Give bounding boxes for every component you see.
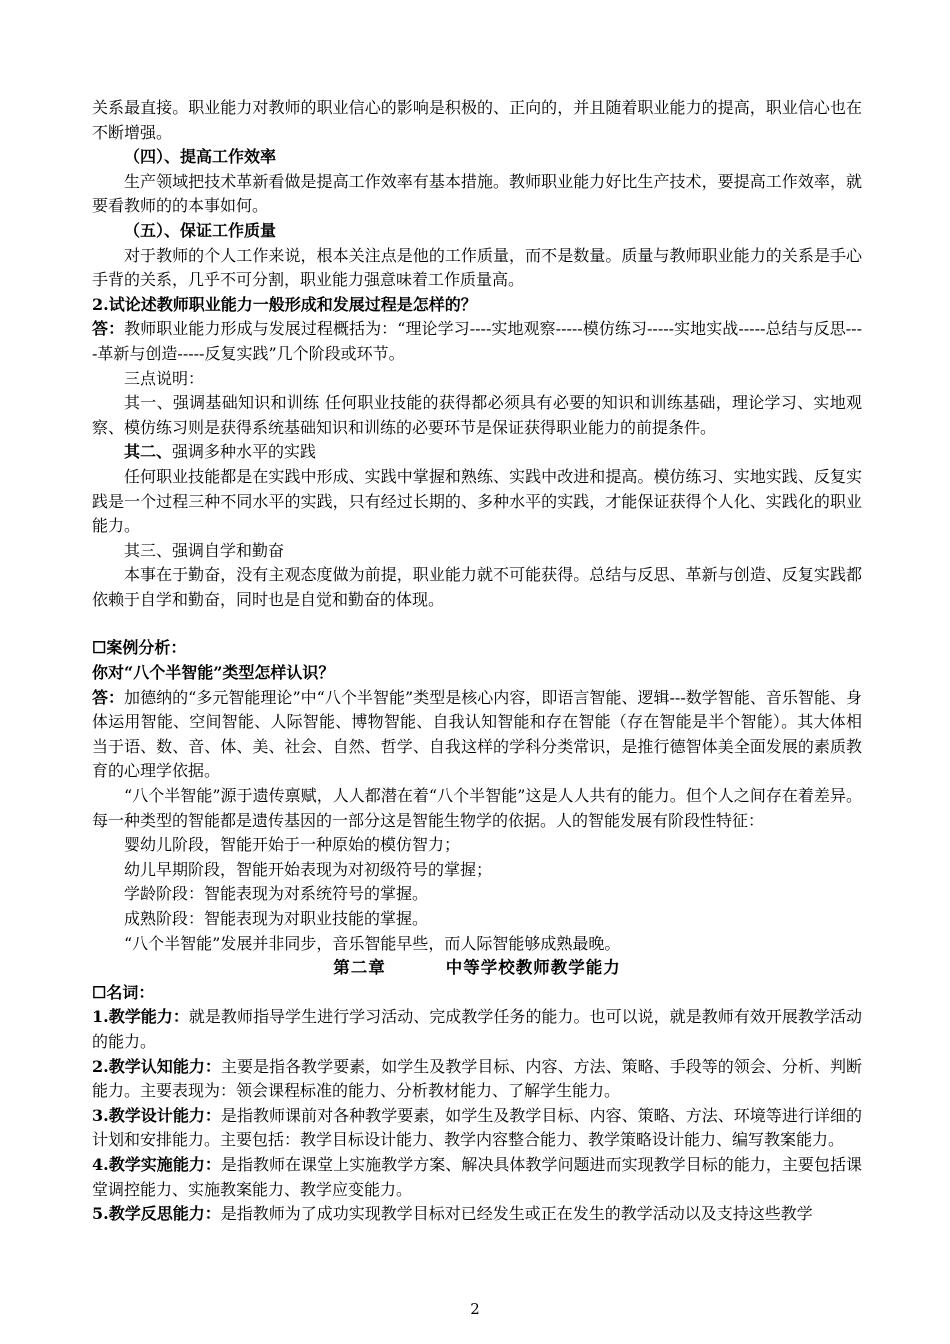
term-definition xyxy=(92,1104,862,1153)
term-label: 1.教学能力： xyxy=(92,1007,189,1027)
point-3-body: 本事在于勤奋，没有主观态度做为前提，职业能力就不可能获得。总结与反思、革新与创造、反复实践都依赖于自学和勤奋，同时也是自觉和勤奋的体现。 xyxy=(92,565,862,609)
term-definition xyxy=(92,1055,862,1104)
term-label: 2.教学认知能力： xyxy=(92,1056,221,1076)
chapter-title: 中等学校教师教学能力 xyxy=(445,958,621,978)
point-2-title: 其二、 xyxy=(124,442,173,462)
three-points-heading: 三点说明： xyxy=(124,368,205,388)
stage-5: “八个半智能”发展并非同步，音乐智能早些，而人际智能够成熟最晚。 xyxy=(124,933,621,953)
chapter-number: 第二章 xyxy=(333,958,386,978)
question-2: 2.试论述教师职业能力一般形成和发展过程是怎样的？ xyxy=(92,294,477,314)
stage-2: 幼儿早期阶段，智能开始表现为对初级符号的掌握； xyxy=(124,859,493,879)
section-heading-4: （四）、提高工作效率 xyxy=(124,147,277,167)
spacer xyxy=(92,612,862,636)
paragraph-efficiency: 生产领域把技术革新看做是提高工作效率有基本措施。教师职业能力好比生产技术，要提高工作效率，就要看教师的的本事如何。 xyxy=(92,171,862,216)
answer-label: 答： xyxy=(92,319,125,339)
chapter-heading xyxy=(92,956,862,981)
term-text: 是指教师在课堂上实施教学方案、解决具体教学问题进而实现教学目标的能力，主要包括课堂调控能力、实施教案能力、教学应变能力。 xyxy=(92,1154,862,1199)
term-label: 3.教学设计能力： xyxy=(92,1105,221,1125)
stage-4: 成熟阶段：智能表现为对职业技能的掌握。 xyxy=(124,909,429,928)
stage-3: 学龄阶段：智能表现为对系统符号的掌握。 xyxy=(124,884,429,904)
document-page xyxy=(92,96,862,1227)
term-definition xyxy=(92,1202,862,1227)
point-2-rest: 强调多种水平的实践 xyxy=(172,442,317,462)
point-2-body: 任何职业技能都是在实践中形成、实践中掌握和熟练、实践中改进和提高。模仿练习、实地实践、反复实践是一个过程三种不同水平的实践，只有经过长期的、多种水平的实践，才能保证获得个人化、实践化的职业能力。 xyxy=(92,466,862,536)
point-3-heading: 其三、强调自学和勤奋 xyxy=(124,540,285,560)
section-heading-5: （五）、保证工作质量 xyxy=(124,220,277,240)
term-text: 是指教师为了成功实现教学目标对已经发生或正在发生的教学活动以及支持这些教学 xyxy=(220,1204,813,1224)
term-definition xyxy=(92,1005,862,1054)
term-definition xyxy=(92,1153,862,1202)
term-label: 4.教学实施能力： xyxy=(92,1154,221,1174)
case-paragraph-2: “八个半智能”源于遗传禀赋，人人都潜在着“八个半智能”这是人人共有的能力。但个人之间存在着差异。每一种类型的智能都是遗传基因的一部分这是智能生物学的依据。人的智能发展有阶段性特征： xyxy=(92,786,862,830)
paragraph-quality: 对于教师的个人工作来说，根本关注点是他的工作质量，而不是数量。质量与教师职业能力的关系是手心手背的关系，几乎不可分割，职业能力强意味着工作质量高。 xyxy=(92,245,862,290)
stage-1: 婴幼儿阶段，智能开始于一种原始的模仿智力； xyxy=(124,835,461,855)
point-1: 其一、强调基础知识和训练 任何职业技能的获得都必须具有必要的知识和训练基础，理论学习、实地观察、模仿练习则是获得系统基础知识和训练的必要环节是保证获得职业能力的前提条件。 xyxy=(92,393,862,437)
paragraph-continuation: 关系最直接。职业能力对教师的职业信心的影响是积极的、正向的，并且随着职业能力的提高，职业信心也在不断增强。 xyxy=(92,98,862,142)
term-label: 5.教学反思能力： xyxy=(92,1204,221,1224)
point-2-heading xyxy=(92,440,862,465)
term-text: 就是教师指导学生进行学习活动、完成教学任务的能力。也可以说，就是教师有效开展教学活动的能力。 xyxy=(92,1007,862,1051)
answer-text: 教师职业能力形成与发展过程概括为：“理论学习----实地观察-----模仿练习-----实地实战-----总结与反思----革新与创造-----反复实践”几个阶段或环节。 xyxy=(92,319,862,363)
case-answer xyxy=(92,686,862,784)
term-text: 是指教师课前对各种教学要素，如学生及教学目标、内容、策略、方法、环境等进行详细的计划和安排能力。主要包括：教学目标设计能力、教学内容整合能力、教学策略设计能力、编写教案能力。 xyxy=(92,1105,862,1150)
case-analysis-heading: ☐案例分析： xyxy=(92,638,187,658)
case-answer-text: 加德纳的“多元智能理论”中“八个半智能”类型是核心内容，即语言智能、逻辑---数学智能、音乐智能、身体运用智能、空间智能、人际智能、博物智能、自我认知智能和存在智能（存在智能是半个智能）。其大体相当于语、数、音、体、美、社会、自然、哲学、自我这样的学科分类常识，是推行德智体美全面发展的素质教育的心理学依据。 xyxy=(92,687,862,781)
page-number: 2 xyxy=(470,1300,480,1318)
answer-2 xyxy=(92,317,862,366)
term-text: 主要是指各教学要素，如学生及教学目标、内容、方法、策略、手段等的领会、分析、判断能力。主要表现为：领会课程标准的能力、分析教材能力、了解学生能力。 xyxy=(92,1056,862,1101)
case-question: 你对“八个半智能”类型怎样认识？ xyxy=(92,663,335,683)
terms-list xyxy=(92,1005,862,1226)
case-answer-label: 答： xyxy=(92,687,125,707)
terms-heading: ☐名词： xyxy=(92,982,155,1002)
